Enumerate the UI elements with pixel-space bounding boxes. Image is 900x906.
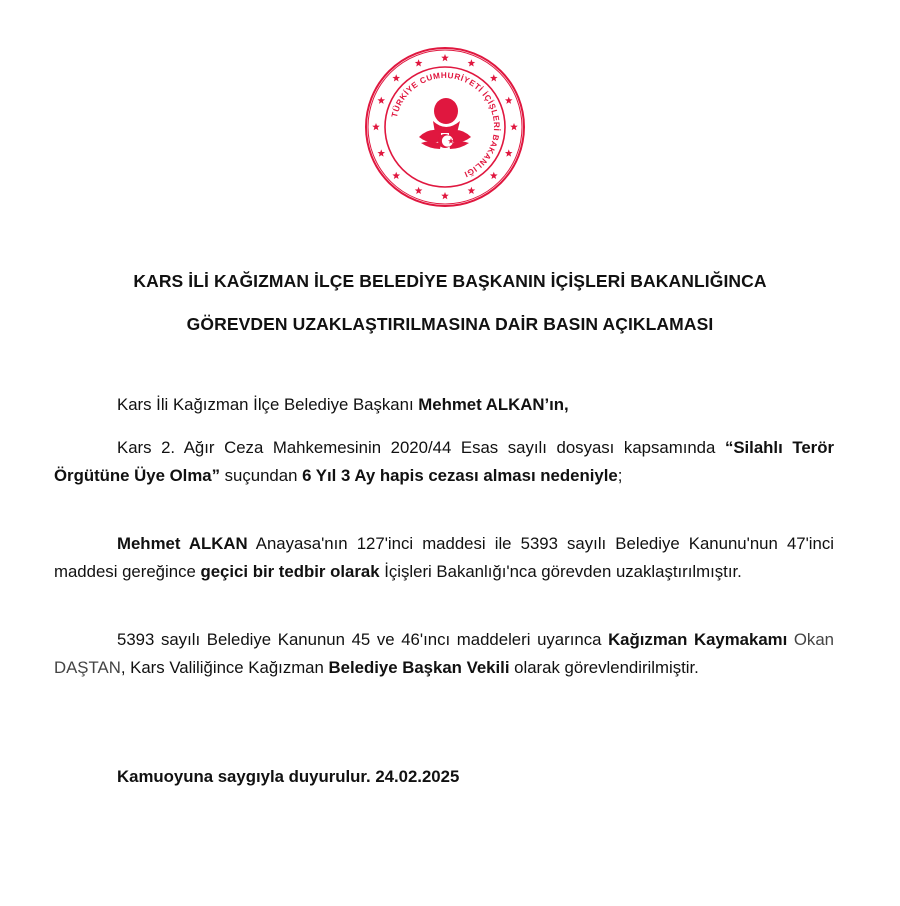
p4-name: Okan DAŞTAN <box>54 630 834 677</box>
seal-star-icon <box>490 74 498 81</box>
seal-star-icon <box>377 149 385 156</box>
seal-star-icon <box>392 74 400 81</box>
p1-text: Kars İli Kağızman İlçe Belediye Başkanı <box>117 395 419 414</box>
paragraph-4 <box>54 626 834 681</box>
seal-star-icon <box>415 187 423 194</box>
p2-text-c: suçundan <box>219 465 303 485</box>
p3-bold-measure: geçici bir tedbir olarak <box>200 561 380 581</box>
seal-star-icon <box>505 149 513 156</box>
p4-bold-role: Belediye Başkan Vekili <box>328 657 510 677</box>
p2-text-a: Kars 2. Ağır Ceza Mahkemesinin 2020/44 Esas sayılı dosyası kapsamında <box>117 438 725 457</box>
svg-text:TÜRKİYE CUMHURİYETİ İÇİŞLERİ B: TÜRKİYE CUMHURİYETİ İÇİŞLERİ BAKANLIĞI <box>389 70 502 179</box>
p2-bold-sentence: 6 Yıl 3 Ay hapis cezası alması nedeniyle <box>302 465 618 485</box>
seal-star-icon <box>441 54 449 61</box>
p2-text-e: ; <box>617 465 623 485</box>
p4-text-d: , Kars Valiliğince Kağızman <box>120 657 329 677</box>
seal-star-icon <box>468 187 476 194</box>
press-release-title-line-2: GÖREVDEN UZAKLAŞTIRILMASINA DAİR BASIN AÇIKLAMASI <box>186 314 714 334</box>
seal-star-icon <box>490 172 498 179</box>
p4-text-a: 5393 sayılı Belediye Kanunun 45 ve 46'ıncı maddeleri uyarınca <box>117 630 609 649</box>
press-release-title-line-1: KARS İLİ KAĞIZMAN İLÇE BELEDİYE BAŞKANIN İÇİŞLERİ BAKANLIĞINCA <box>133 271 767 291</box>
paragraph-1 <box>54 391 834 419</box>
seal-star-icon <box>392 172 400 179</box>
p1-bold-name: Mehmet ALKAN’ın, <box>418 395 569 414</box>
p3-text-d: İçişleri Bakanlığı'nca görevden uzaklaştırılmıştır. <box>379 561 742 581</box>
p2-bold-charge: “Silahlı Terör Örgütüne Üye Olma” <box>54 438 834 485</box>
paragraph-3 <box>54 530 834 585</box>
seal-star-icon <box>510 123 518 130</box>
seal-star-icon <box>372 123 380 130</box>
seal-star-icon <box>377 97 385 104</box>
p3-bold-name: Mehmet ALKAN <box>117 534 248 553</box>
seal-star-icon <box>441 192 449 199</box>
ministry-seal <box>363 45 527 209</box>
seal-star-icon <box>468 59 476 66</box>
seal-star-icon <box>415 59 423 66</box>
p4-text-f: olarak görevlendirilmiştir. <box>509 657 699 677</box>
seal-star-icon <box>505 97 513 104</box>
p4-bold-title: Kağızman Kaymakamı <box>608 630 788 649</box>
ministry-seal-icon <box>363 45 527 209</box>
closing-line: Kamuoyuna saygıyla duyurulur. 24.02.2025 <box>117 767 460 786</box>
p3-text-b: Anayasa'nın 127'inci maddesi ile 5393 sayılı Belediye Kanunu'nun 47'inci maddesi gereğince <box>54 534 834 581</box>
paragraph-2 <box>54 434 834 489</box>
